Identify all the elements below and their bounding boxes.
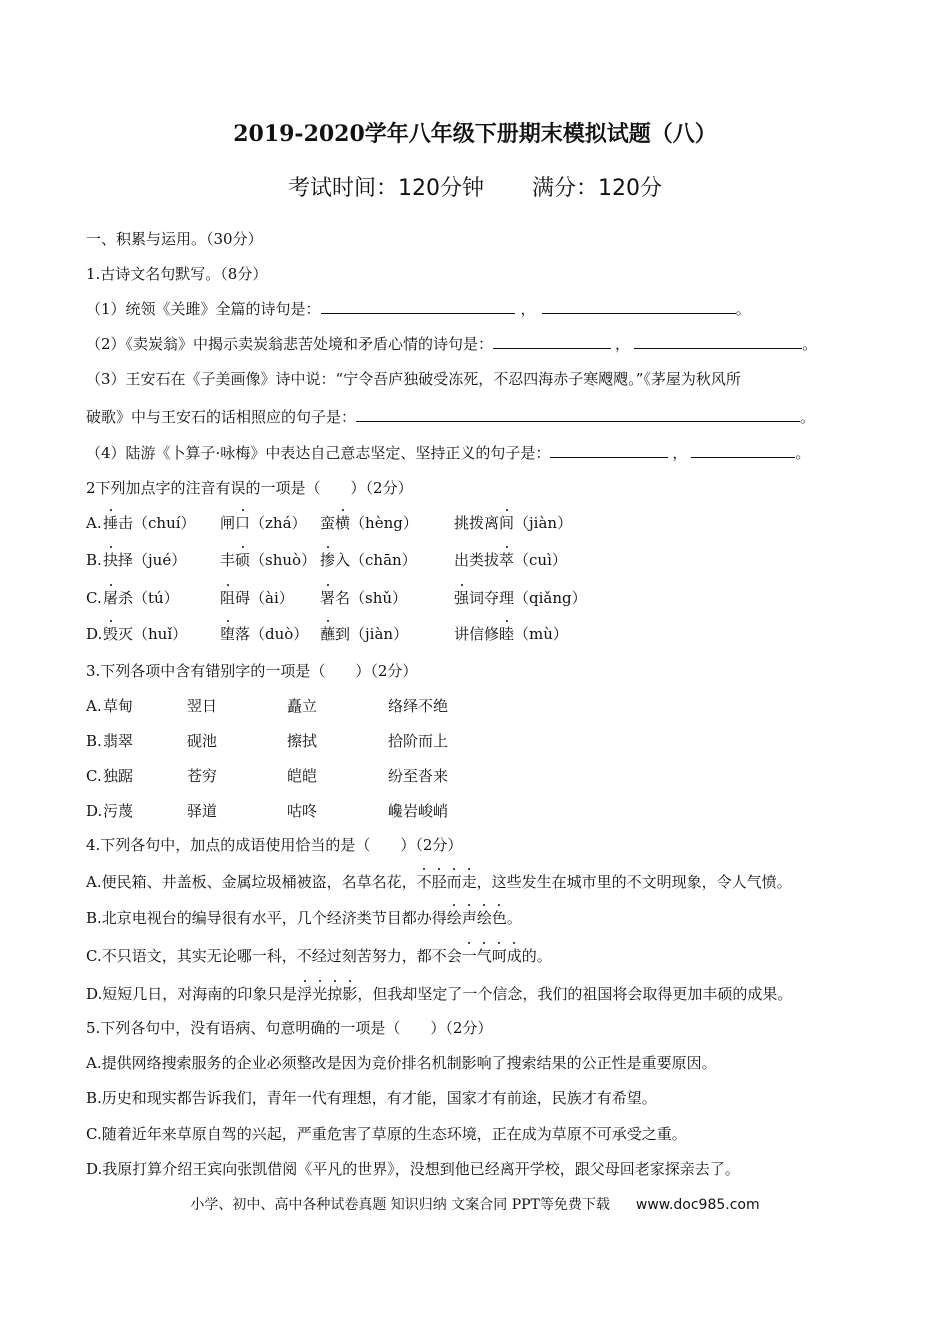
dotted-char: 影: [342, 985, 358, 1003]
answer-blank[interactable]: [493, 334, 611, 349]
option-word: 拾阶而上: [388, 732, 449, 750]
item-text: 出类拔: [454, 551, 500, 569]
q2-stem: 2下列加点字的注音有误的一项是（ ）（2分）: [86, 479, 413, 497]
q4-option[interactable]: [86, 908, 522, 928]
option-item: [103, 550, 186, 570]
dotted-char: 绘: [446, 909, 462, 927]
exam-subtitle: [0, 171, 950, 202]
option-word: 苍穷: [187, 767, 218, 785]
dotted-char: 蘸: [320, 625, 336, 643]
option-word: 矗立: [287, 697, 318, 715]
option-item: [220, 624, 308, 644]
q1-part2: （2）《卖炭翁》中揭示卖炭翁悲苦处境和矛盾心情的诗句是： ， 。: [86, 335, 818, 353]
option-label: C.: [86, 589, 102, 607]
q4-option[interactable]: [86, 872, 792, 892]
dotted-char: 成: [506, 947, 522, 965]
option-item: [220, 550, 316, 570]
option-item: [320, 513, 418, 533]
item-text: 名（shǔ）: [335, 589, 408, 607]
item-text: （mù）: [514, 625, 568, 643]
item-text: 词夺理（qiǎng）: [469, 589, 587, 607]
item-text: 择（jué）: [118, 551, 187, 569]
dotted-char: 睦: [499, 625, 515, 643]
dotted-char: 间: [499, 514, 515, 532]
option-label: B.: [86, 551, 102, 569]
option-word: 擦拭: [287, 732, 318, 750]
dotted-char: 不: [416, 873, 432, 891]
answer-blank[interactable]: [542, 299, 736, 314]
q1-stem: 1.古诗文名句默写。（8分）: [86, 265, 268, 283]
dotted-char: 一: [461, 947, 477, 965]
option-word: 皑皑: [287, 767, 318, 785]
q3-stem: 3.下列各项中含有错别字的一项是（ ）（2分）: [86, 662, 418, 680]
dotted-char: 胫: [431, 873, 447, 891]
dotted-char: 走: [461, 873, 477, 891]
answer-blank[interactable]: [691, 443, 795, 458]
item-text: （shuò）: [250, 551, 317, 569]
option-item: [103, 513, 196, 533]
item-text: 讲信修: [454, 625, 500, 643]
dotted-idiom: [447, 909, 507, 927]
option-label: B.: [86, 732, 102, 750]
q5-option[interactable]: C.随着近年来草原自驾的兴起，严重危害了草原的生态环境，正在成为草原不可承受之重。: [86, 1125, 687, 1143]
item-text: （zhá）: [250, 514, 307, 532]
dotted-char: 浮: [297, 985, 313, 1003]
q1-part1: （1）统领《关雎》全篇的诗句是： ， 。: [86, 300, 751, 318]
option-word: 咕咚: [287, 802, 318, 820]
item-text: 蛮: [320, 514, 336, 532]
dotted-char: 掺: [320, 551, 336, 569]
option-word: 驿道: [187, 802, 218, 820]
q4-option[interactable]: [86, 946, 552, 966]
option-text: ，这些发生在城市里的不文明现象，令人气愤。: [476, 873, 792, 891]
dotted-char: 屠: [103, 589, 119, 607]
dotted-idiom: [417, 873, 477, 891]
dotted-idiom: [297, 985, 357, 1003]
item-text: 灭（huǐ）: [118, 625, 188, 643]
q1-part4: （4）陆游《卜算子·咏梅》中表达自己意志坚定、坚持正义的句子是： ， 。: [86, 444, 811, 462]
option-word: 砚池: [187, 732, 218, 750]
option-label: C.: [86, 767, 102, 785]
option-text: A.便民箱、井盖板、金属垃圾桶被盗，名草名花，: [86, 873, 417, 891]
dotted-char: 捶: [103, 514, 119, 532]
option-item: [454, 513, 572, 533]
page-footer: [0, 1194, 950, 1214]
option-word: 巉岩峻峭: [388, 802, 449, 820]
dotted-char: 阻: [220, 589, 236, 607]
option-word: 污蔑: [103, 802, 134, 820]
option-label: A.: [86, 514, 102, 532]
q5-stem: 5.下列各句中，没有语病、句意明确的一项是（ ）（2分）: [86, 1019, 493, 1037]
dotted-char: 署: [320, 589, 336, 607]
option-item: [220, 513, 307, 533]
q4-option[interactable]: [86, 984, 792, 1004]
option-word: 翌日: [187, 697, 218, 715]
option-item: [103, 624, 187, 644]
option-word: 独踞: [103, 767, 134, 785]
item-text: （hèng）: [350, 514, 418, 532]
item-text: 入（chān）: [335, 551, 417, 569]
dotted-char: 气: [476, 947, 492, 965]
option-text: 的。: [521, 947, 552, 965]
exam-title: 2019-2020学年八年级下册期末模拟试题（八）: [233, 121, 717, 147]
dotted-char: 呵: [491, 947, 507, 965]
dotted-char: 抉: [103, 551, 119, 569]
footer-text: 小学、初中、高中各种试卷真题 知识归纳 文案合同 PPT等免费下载: [190, 1197, 610, 1213]
option-word: 草甸: [103, 697, 134, 715]
option-item: [320, 624, 408, 644]
item-text: 挑拨离: [454, 514, 500, 532]
option-label: D.: [86, 802, 103, 820]
section-heading: 一、积累与运用。（30分）: [86, 230, 263, 248]
exam-score: 满分：120分: [532, 176, 662, 201]
option-item: [454, 550, 567, 570]
dotted-char: 口: [235, 514, 251, 532]
option-item: [103, 588, 179, 608]
item-text: 碍（ài）: [235, 589, 294, 607]
option-label: D.: [86, 625, 103, 643]
dotted-char: 声: [461, 909, 477, 927]
item-text: 杀（tú）: [118, 589, 179, 607]
item-text: 丰: [220, 551, 236, 569]
dotted-char: 硕: [235, 551, 251, 569]
footer-link[interactable]: www.doc985.com: [635, 1197, 760, 1213]
q5-option[interactable]: A.提供网络搜索服务的企业必须整改是因为竞价排名机制影响了搜索结果的公正性是重要原因。: [86, 1054, 717, 1072]
q4-stem: 4.下列各句中，加点的成语使用恰当的是（ ）（2分）: [86, 836, 463, 854]
answer-blank[interactable]: [550, 443, 668, 458]
dotted-char: 横: [335, 514, 351, 532]
option-text: B.北京电视台的编导很有水平，几个经济类节目都办得: [86, 909, 447, 927]
option-word: 翡翠: [103, 732, 134, 750]
q1-part3-line1: （3）王安石在《子美画像》诗中说：“宁令吾庐独破受冻死，不忍四海赤子寒飕飕。”《茅屋为秋风所: [86, 370, 741, 388]
item-text: 落（duò）: [235, 625, 309, 643]
dotted-char: 萃: [499, 551, 515, 569]
option-text: C.不只语文，其实无论哪一科，不经过刻苦努力，都不会: [86, 947, 462, 965]
item-text: 击（chuí）: [118, 514, 196, 532]
option-text: ，但我却坚定了一个信念，我们的祖国将会取得更加丰硕的成果。: [357, 985, 793, 1003]
dotted-char: 毁: [103, 625, 119, 643]
option-word: 络绎不绝: [388, 697, 449, 715]
dotted-char: 掠: [327, 985, 343, 1003]
option-item: [320, 550, 417, 570]
q5-option[interactable]: D.我原打算介绍王宾向张凯借阅《平凡的世界》，没想到他已经离开学校，跟父母回老家探亲去了。: [86, 1160, 740, 1178]
answer-blank[interactable]: [634, 334, 802, 349]
option-label: A.: [86, 697, 102, 715]
option-item: [220, 588, 294, 608]
dotted-idiom: [462, 947, 522, 965]
item-text: （jiàn）: [514, 514, 573, 532]
item-text: 到（jiàn）: [335, 625, 409, 643]
option-item: [454, 588, 587, 608]
dotted-char: 堕: [220, 625, 236, 643]
dotted-char: 光: [312, 985, 328, 1003]
option-item: [320, 588, 407, 608]
option-text: 。: [506, 909, 522, 927]
q1-part3-line2: 破歌》中与王安石的话相照应的句子是： 。: [86, 408, 816, 426]
answer-blank[interactable]: [321, 299, 515, 314]
dotted-char: 绘: [476, 909, 492, 927]
item-text: （cuì）: [514, 551, 567, 569]
answer-blank[interactable]: [356, 407, 800, 422]
option-word: 纷至沓来: [388, 767, 449, 785]
dotted-char: 而: [446, 873, 462, 891]
exam-time: 考试时间：120分钟: [288, 176, 484, 201]
item-text: 闸: [220, 514, 236, 532]
dotted-char: 强: [454, 589, 470, 607]
option-text: D.短短几日，对海南的印象只是: [86, 985, 298, 1003]
option-item: [454, 624, 568, 644]
q5-option[interactable]: B.历史和现实都告诉我们，青年一代有理想，有才能，国家才有前途，民族才有希望。: [86, 1089, 657, 1107]
dotted-char: 色: [491, 909, 507, 927]
